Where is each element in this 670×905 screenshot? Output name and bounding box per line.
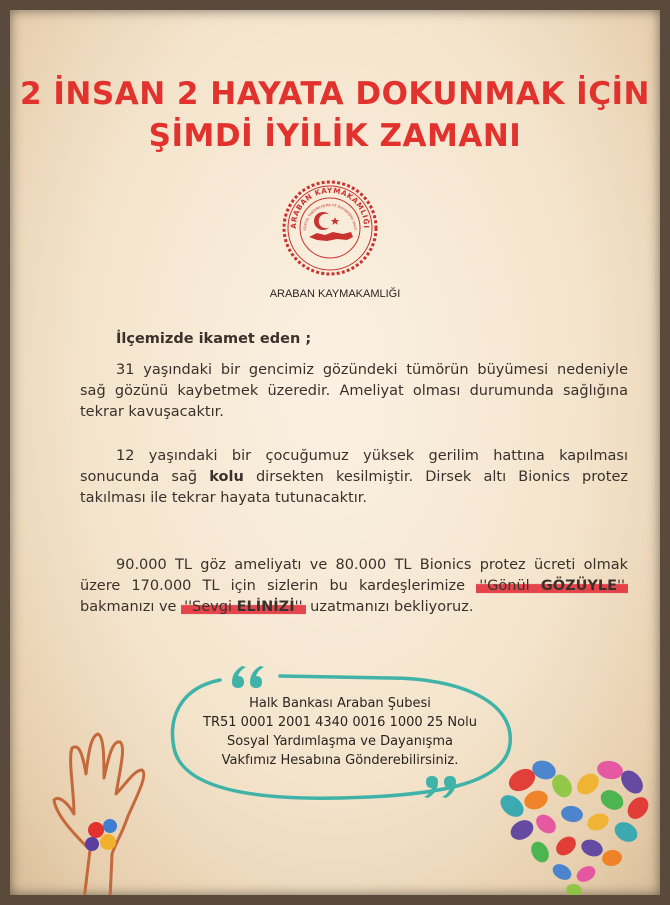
close-quote-icon [424,776,456,798]
kaymakamlik-seal-logo [277,175,383,281]
bank-instruction: Vakfımız Hesabına Gönderebilirsiniz. [221,753,459,768]
highlight-sevgi-elinizi: ''Sevgi ELİNİZİ'' [181,599,306,615]
paragraph-1 [80,360,628,423]
paragraph-1-text: 31 yaşındaki bir gencimiz gözündeki tümörün büyümesi nedeniyle sağ gözünü kaybetmek üzeredir. Ameliyat olması durumunda sağlığına tekrar kavuşacaktır. [80,362,628,420]
bank-iban: TR51 0001 2001 4340 0016 1000 25 Nolu [203,715,477,730]
open-quote-icon [232,666,264,688]
seal-caption: ARABAN KAYMAKAMLIĞI [269,288,401,300]
title-line-1: 2 İNSAN 2 HAYATA DOKUNMAK İÇİN [20,76,650,112]
bank-foundation: Sosyal Yardımlaşma ve Dayanışma [227,734,453,749]
bold-kolu: kolu [209,469,244,485]
greeting: İlçemizde ikamet eden ; [116,331,312,347]
svg-text:SOSYAL YARDIMLAŞMA VE DAYANIŞM: SOSYAL YARDIMLAŞMA VE DAYANIŞMA VAKFI [302,203,358,231]
svg-text:ARABAN KAYMAKAMLIĞI: ARABAN KAYMAKAMLIĞI [288,185,372,229]
hand-illustration [50,730,200,895]
bank-branch: Halk Bankası Araban Şubesi [249,696,431,711]
poster [10,10,660,895]
bank-info-text [170,694,510,770]
title-line-2: ŞİMDİ İYİLİK ZAMANI [148,118,522,154]
highlight-gonul-gozuyle: ''Gönül GÖZÜYLE'' [476,578,628,594]
puzzle-hearts-logo [85,819,117,851]
heart-of-hands-illustration [492,750,657,895]
paragraph-3: 90.000 TL göz ameliyatı ve 80.000 TL Bionics protez ücreti olmak üzere 170.000 TL için sizlerin bu kardeşlerimize ''Gönül GÖZÜYLE'' bakmanızı ve ''Sevgi ELİNİZİ'' uzatmanızı bekliyoruz. [80,557,628,615]
paragraph-2: 12 yaşındaki bir çocuğumuz yüksek gerilim hattına kapılması sonucunda sağ kolu dirsekten kesilmiştir. Dirsek altı Bionics protez takılması ile tekrar hayata tutunacaktır. [80,448,628,506]
